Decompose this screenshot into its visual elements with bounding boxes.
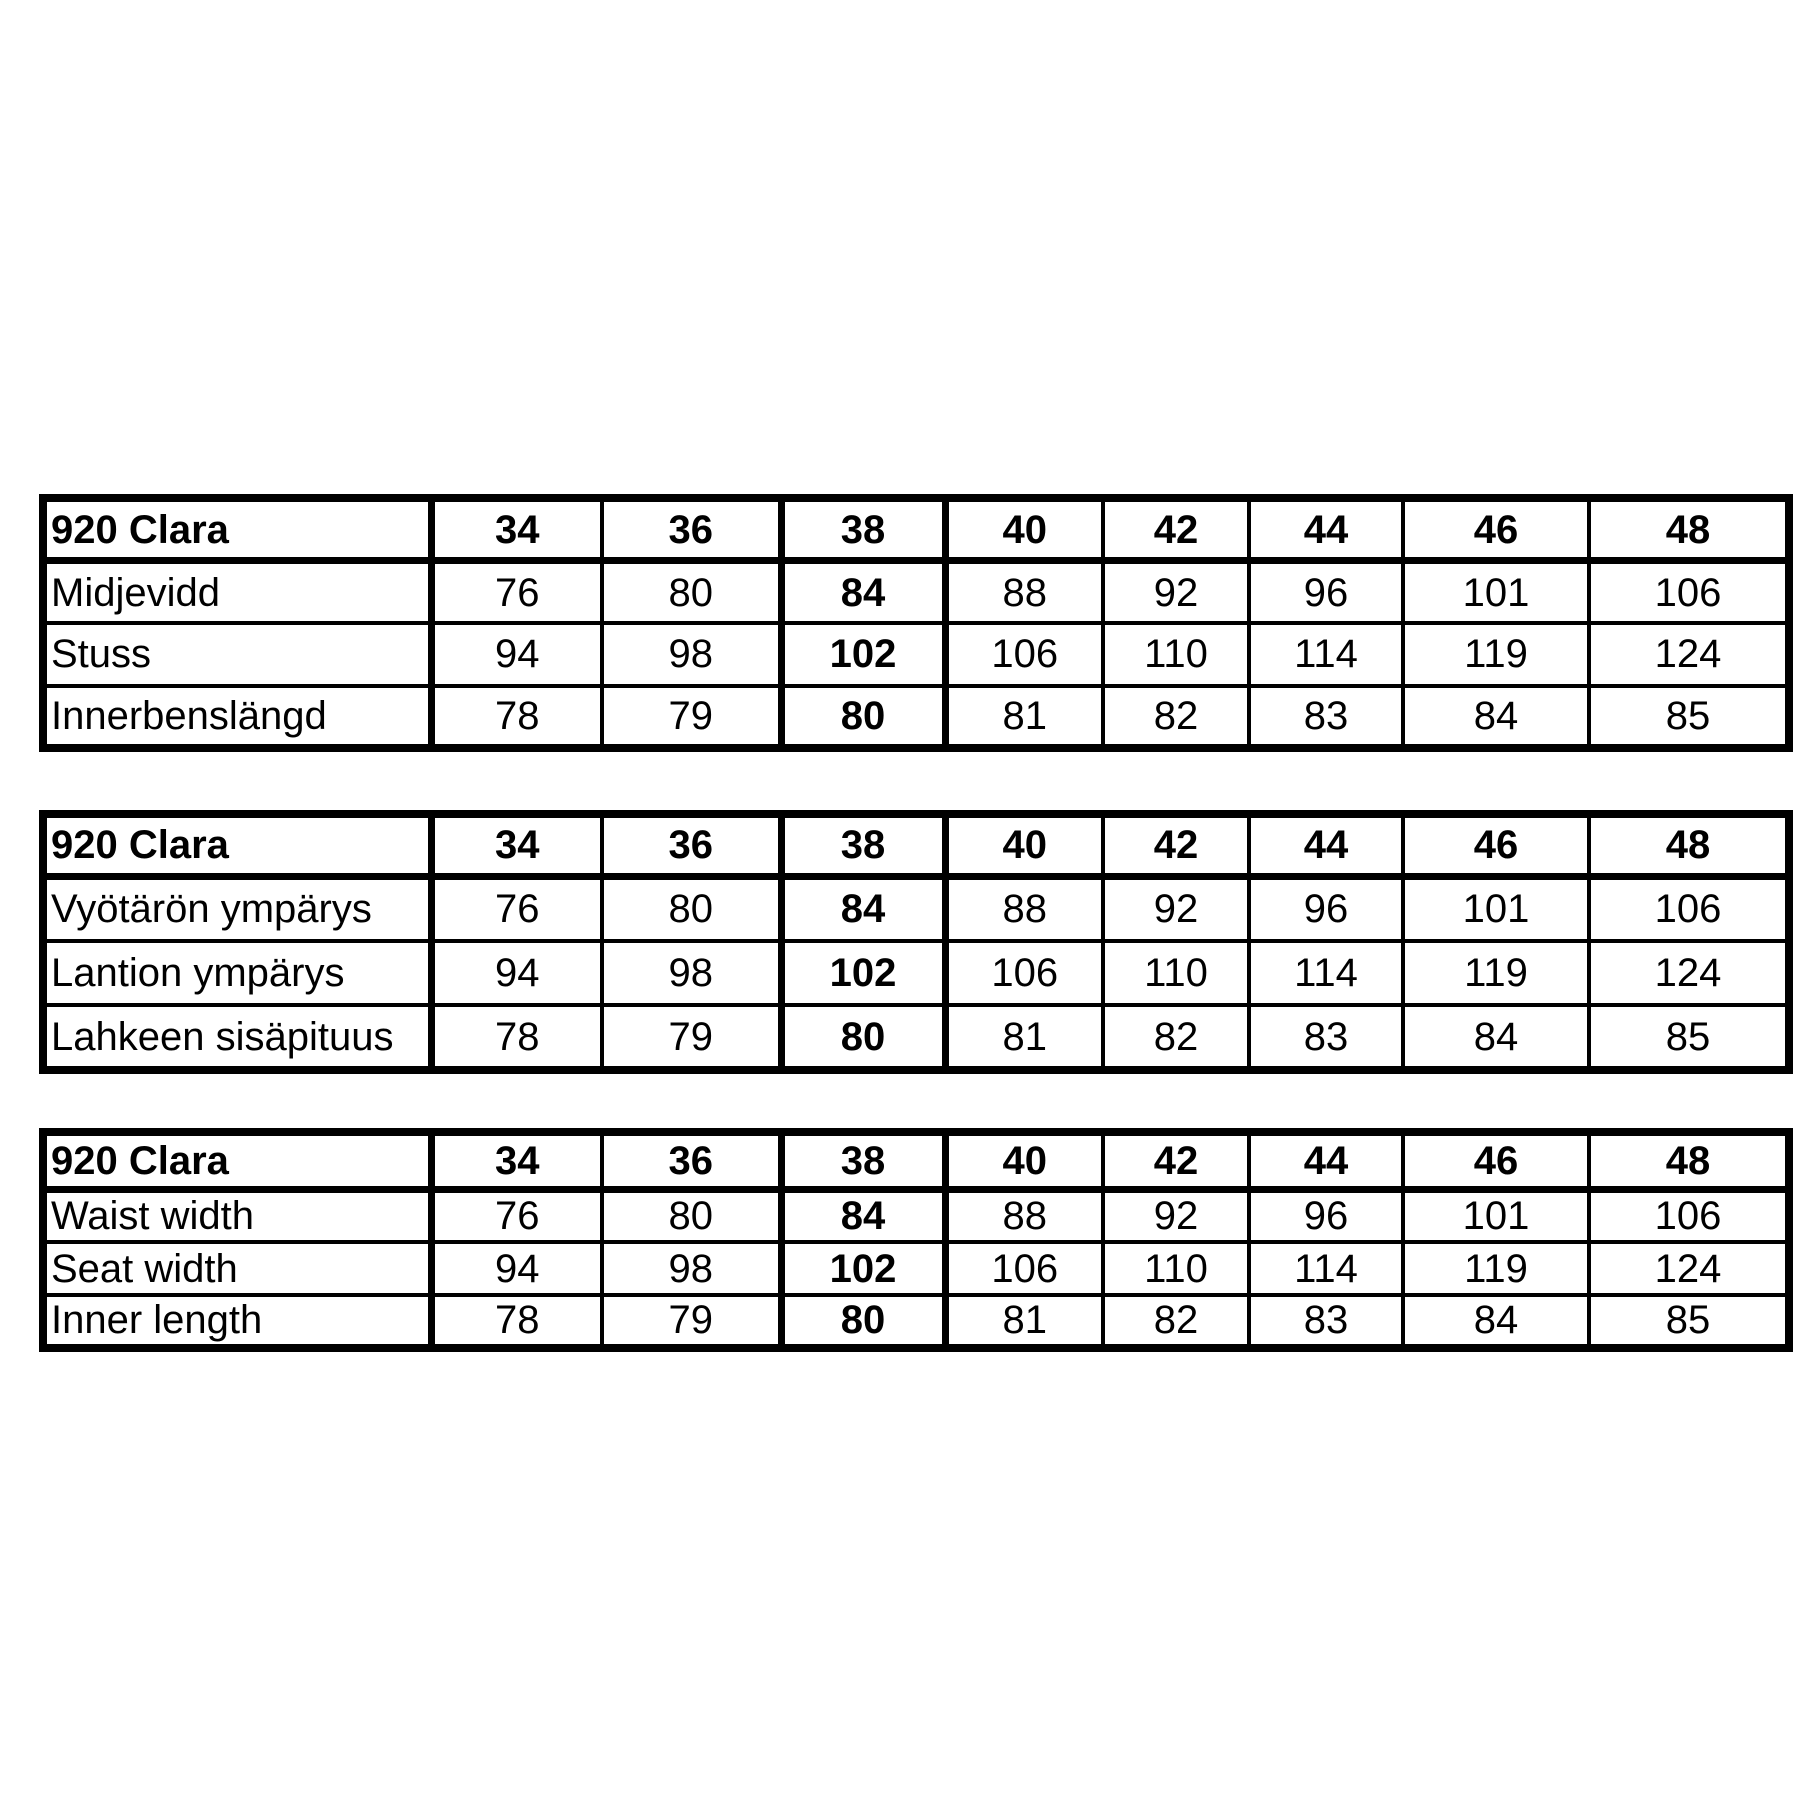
table-cell: 85	[1589, 686, 1789, 749]
table-cell-highlighted	[781, 561, 945, 624]
table-cell: 92	[1103, 1189, 1249, 1242]
size-header-38: 38	[781, 814, 945, 876]
table-cell: 106	[945, 1242, 1103, 1295]
table-cell: 101	[1403, 1189, 1589, 1242]
table-cell: 81	[945, 1295, 1103, 1348]
row-label: Innerbenslängd	[43, 686, 431, 749]
table-cell: 79	[602, 1005, 781, 1070]
size-header-48: 48	[1589, 498, 1789, 561]
table-cell: 83	[1249, 686, 1403, 749]
table-cell: 82	[1103, 1295, 1249, 1348]
table-title: 920 Clara	[43, 814, 431, 876]
table-cell: 110	[1103, 941, 1249, 1006]
size-header-36: 36	[602, 498, 781, 561]
size-table-swedish	[39, 494, 1793, 752]
size-header-44: 44	[1249, 498, 1403, 561]
size-header-48: 48	[1589, 814, 1789, 876]
cell-value: 80	[840, 1014, 886, 1059]
table-cell: 84	[1403, 686, 1589, 749]
table-cell: 78	[431, 1295, 602, 1348]
table-cell: 119	[1403, 623, 1589, 686]
cell-value: 84	[840, 887, 886, 932]
size-table-finnish	[39, 810, 1793, 1074]
cell-value: 80	[840, 1298, 886, 1343]
table-cell-highlighted	[781, 686, 945, 749]
table-cell: 124	[1589, 1242, 1789, 1295]
table-cell: 94	[431, 623, 602, 686]
table-row	[43, 876, 1789, 941]
table-row	[43, 623, 1789, 686]
table-row	[43, 1242, 1789, 1295]
table-cell: 106	[945, 623, 1103, 686]
size-header-44: 44	[1249, 1132, 1403, 1189]
size-header-40: 40	[945, 1132, 1103, 1189]
table-header-row	[43, 814, 1789, 876]
table-cell: 92	[1103, 561, 1249, 624]
table-cell-highlighted	[781, 1242, 945, 1295]
cell-value: 80	[840, 693, 886, 738]
size-header-42: 42	[1103, 814, 1249, 876]
row-label: Lahkeen sisäpituus	[43, 1005, 431, 1070]
table-cell: 78	[431, 1005, 602, 1070]
table-cell-highlighted	[781, 1189, 945, 1242]
table-cell: 92	[1103, 876, 1249, 941]
size-header-40: 40	[945, 814, 1103, 876]
table-cell: 80	[602, 876, 781, 941]
row-label: Stuss	[43, 623, 431, 686]
table-cell: 85	[1589, 1005, 1789, 1070]
size-header-46: 46	[1403, 1132, 1589, 1189]
cell-value: 102	[829, 632, 897, 677]
size-header-42: 42	[1103, 498, 1249, 561]
table-cell: 106	[945, 941, 1103, 1006]
table-cell-highlighted	[781, 1295, 945, 1348]
table-cell: 82	[1103, 686, 1249, 749]
table-cell: 114	[1249, 623, 1403, 686]
cell-value: 102	[829, 1246, 897, 1291]
table-cell: 124	[1589, 941, 1789, 1006]
table-cell: 96	[1249, 876, 1403, 941]
table-cell: 76	[431, 1189, 602, 1242]
table-cell: 106	[1589, 1189, 1789, 1242]
size-header-34: 34	[431, 1132, 602, 1189]
row-label: Waist width	[43, 1189, 431, 1242]
size-header-48: 48	[1589, 1132, 1789, 1189]
table-cell: 110	[1103, 623, 1249, 686]
table-title: 920 Clara	[43, 498, 431, 561]
table-cell: 79	[602, 1295, 781, 1348]
table-cell: 88	[945, 561, 1103, 624]
table-row	[43, 1295, 1789, 1348]
table-cell: 119	[1403, 941, 1589, 1006]
size-header-46: 46	[1403, 498, 1589, 561]
size-header-44: 44	[1249, 814, 1403, 876]
table-row	[43, 561, 1789, 624]
size-table-english	[39, 1128, 1793, 1352]
size-header-36: 36	[602, 1132, 781, 1189]
table-cell: 83	[1249, 1295, 1403, 1348]
table-cell: 101	[1403, 876, 1589, 941]
table-cell: 98	[602, 1242, 781, 1295]
table-cell: 76	[431, 876, 602, 941]
table-cell: 80	[602, 1189, 781, 1242]
table-row	[43, 686, 1789, 749]
table-cell: 98	[602, 623, 781, 686]
table-cell: 79	[602, 686, 781, 749]
table-header-row	[43, 498, 1789, 561]
table-cell: 106	[1589, 561, 1789, 624]
table-row	[43, 1189, 1789, 1242]
table-cell: 83	[1249, 1005, 1403, 1070]
row-label: Vyötärön ympärys	[43, 876, 431, 941]
table-cell-highlighted	[781, 941, 945, 1006]
cell-value: 84	[840, 1194, 886, 1239]
table-cell: 88	[945, 876, 1103, 941]
table-cell: 96	[1249, 561, 1403, 624]
row-label: Inner length	[43, 1295, 431, 1348]
table-cell: 80	[602, 561, 781, 624]
table-cell: 94	[431, 1242, 602, 1295]
table-cell: 124	[1589, 623, 1789, 686]
size-header-40: 40	[945, 498, 1103, 561]
size-header-34: 34	[431, 498, 602, 561]
row-label: Seat width	[43, 1242, 431, 1295]
table-cell: 114	[1249, 941, 1403, 1006]
table-cell: 119	[1403, 1242, 1589, 1295]
size-header-34: 34	[431, 814, 602, 876]
row-label: Midjevidd	[43, 561, 431, 624]
cell-value: 84	[840, 570, 886, 615]
cell-value: 102	[829, 951, 897, 996]
size-header-36: 36	[602, 814, 781, 876]
table-cell: 106	[1589, 876, 1789, 941]
table-cell: 94	[431, 941, 602, 1006]
table-cell: 76	[431, 561, 602, 624]
table-cell: 84	[1403, 1295, 1589, 1348]
size-header-38: 38	[781, 498, 945, 561]
table-cell: 84	[1403, 1005, 1589, 1070]
table-cell-highlighted	[781, 876, 945, 941]
size-header-46: 46	[1403, 814, 1589, 876]
table-cell: 81	[945, 1005, 1103, 1070]
table-cell: 96	[1249, 1189, 1403, 1242]
table-cell-highlighted	[781, 1005, 945, 1070]
table-cell: 101	[1403, 561, 1589, 624]
table-cell: 82	[1103, 1005, 1249, 1070]
row-label: Lantion ympärys	[43, 941, 431, 1006]
table-cell: 78	[431, 686, 602, 749]
table-cell: 110	[1103, 1242, 1249, 1295]
table-header-row	[43, 1132, 1789, 1189]
table-cell: 114	[1249, 1242, 1403, 1295]
size-header-42: 42	[1103, 1132, 1249, 1189]
table-title: 920 Clara	[43, 1132, 431, 1189]
table-row	[43, 941, 1789, 1006]
table-cell-highlighted	[781, 623, 945, 686]
table-cell: 88	[945, 1189, 1103, 1242]
table-cell: 85	[1589, 1295, 1789, 1348]
size-header-38: 38	[781, 1132, 945, 1189]
table-cell: 98	[602, 941, 781, 1006]
table-row	[43, 1005, 1789, 1070]
table-cell: 81	[945, 686, 1103, 749]
